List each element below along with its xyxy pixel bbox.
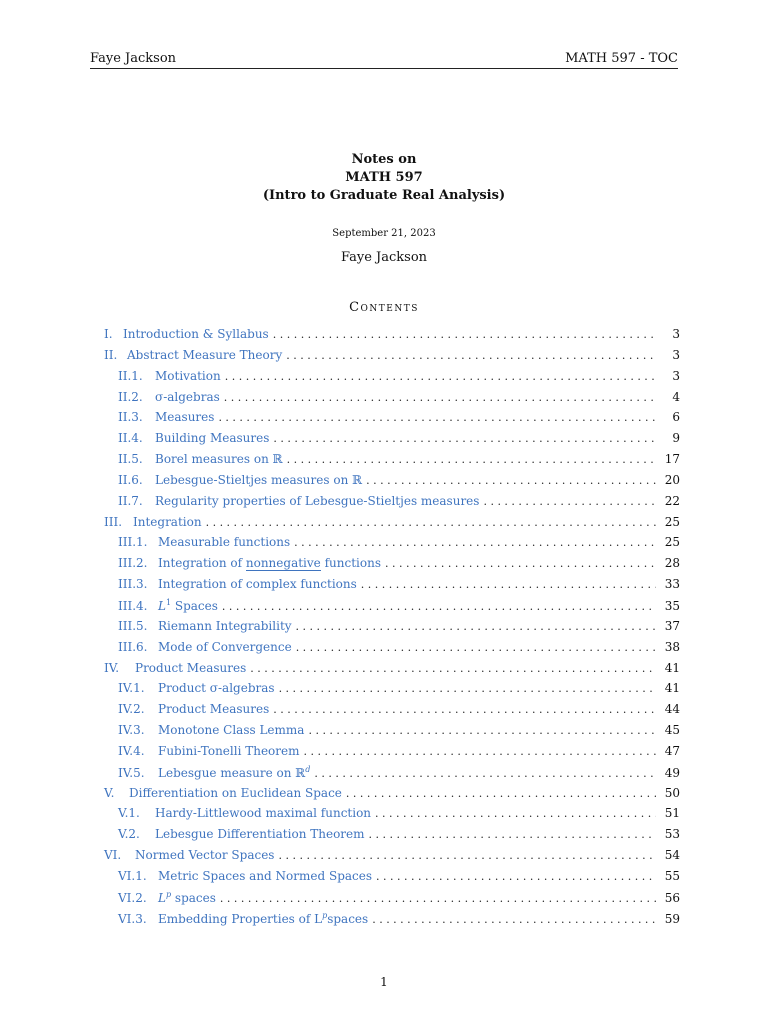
toc-number: IV.3. [118,723,145,738]
toc-label[interactable]: Motivation [155,368,221,383]
toc-number: II.3. [118,410,143,425]
toc-number: IV.5. [118,765,145,780]
toc-entry[interactable] [104,390,680,411]
toc-entry[interactable] [104,786,680,807]
header-course: MATH 597 - TOC [565,51,678,66]
toc-page: 20 [664,472,680,487]
toc-leader [273,328,656,341]
toc-leader [308,724,656,737]
toc-number: IV. [104,660,120,675]
toc-label-sup: p [165,889,172,899]
toc-entry[interactable] [104,723,680,744]
toc-page: 54 [664,848,680,863]
toc-leader [346,787,656,800]
title-line-3: (Intro to Graduate Real Analysis) [262,188,506,203]
toc-label-part: Spaces [171,598,218,613]
toc-label[interactable]: Normed Vector Spaces [135,848,275,863]
toc-number: III.6. [118,639,148,654]
toc-leader [294,536,656,549]
toc-number: III.3. [118,577,148,592]
toc-number: VI.1. [118,868,147,883]
toc-leader [278,849,656,862]
toc-label[interactable]: Product σ-algebras [158,681,275,696]
toc-leader [369,828,656,841]
toc-page: 25 [664,535,680,550]
toc-page: 41 [664,681,680,696]
toc-entry[interactable] [104,681,680,702]
toc-label[interactable]: Differentiation on Euclidean Space [129,785,342,800]
toc-number: III. [104,514,123,529]
toc-entry[interactable] [104,911,680,932]
toc-label[interactable] [158,598,218,613]
toc-label[interactable]: Building Measures [155,431,270,446]
toc-page: 45 [664,723,680,738]
title-line-2: MATH 597 [345,170,423,185]
toc-label-underlined: nonnegative [245,556,321,571]
toc-page: 22 [664,493,680,508]
toc-leader [222,600,656,613]
toc-entry[interactable] [104,452,680,473]
toc-entry[interactable] [104,869,680,890]
toc-label[interactable]: Abstract Measure Theory [127,347,283,362]
toc-label-sup: d [305,764,311,774]
toc-page: 53 [664,827,680,842]
document-date: September 21, 2023 [332,228,436,239]
toc-leader [250,662,656,675]
toc-label[interactable]: Hardy-Littlewood maximal function [155,806,372,821]
toc-number: IV.2. [118,702,145,717]
title-line-1: Notes on [351,152,417,167]
toc-entry[interactable] [104,535,680,556]
toc-page: 3 [672,368,680,383]
header-author: Faye Jackson [90,51,177,66]
toc-label-math: L [158,890,166,905]
toc-leader [296,641,656,654]
document-author: Faye Jackson [340,250,428,265]
document-title [0,151,768,205]
toc-label[interactable]: Measurable functions [158,535,291,550]
toc-label[interactable]: Integration [133,514,202,529]
toc-label[interactable]: Fubini-Tonelli Theorem [158,743,300,758]
toc-page: 56 [664,890,680,905]
toc-number: V.2. [118,827,140,842]
toc-leader [220,892,656,905]
toc-leader [304,745,657,758]
toc-leader [372,913,656,926]
toc-page: 35 [664,598,680,613]
toc-entry[interactable] [104,848,680,869]
toc-entry[interactable] [104,327,680,348]
toc-page: 41 [664,660,680,675]
toc-page: 17 [664,452,680,467]
toc-label[interactable]: Product Measures [158,702,270,717]
toc-label-part: spaces [327,911,369,926]
toc-leader [376,870,656,883]
toc-number: III.5. [118,618,148,633]
toc-number: II. [104,347,118,362]
toc-page: 6 [672,410,680,425]
toc-number: IV.1. [118,681,145,696]
toc-number: II.1. [118,368,143,383]
toc-label-sup: p [322,910,328,920]
toc-label[interactable]: Product Measures [135,660,247,675]
toc-leader [375,807,656,820]
toc-number: V. [104,785,115,800]
toc-leader [206,516,656,529]
toc-entry[interactable] [104,598,680,619]
toc-number: II.7. [118,493,143,508]
toc-number: II.2. [118,389,143,404]
toc-entry[interactable] [104,369,680,390]
toc-page: 25 [664,514,680,529]
toc-page: 37 [664,618,680,633]
toc-label-part: Integration of [158,556,246,571]
toc-number: III.2. [118,556,148,571]
toc-label-math: L [158,598,166,613]
toc-entry[interactable] [104,410,680,431]
table-of-contents [104,327,680,931]
toc-number: VI.2. [118,890,147,905]
toc-number: II.4. [118,431,143,446]
toc-label-part: spaces [171,890,216,905]
toc-label[interactable] [158,765,310,780]
toc-entry[interactable] [104,556,680,577]
toc-entry[interactable] [104,431,680,452]
toc-entry[interactable] [104,515,680,536]
toc-label[interactable]: Riemann Integrability [158,618,292,633]
toc-label[interactable]: Lebesgue-Stieltjes measures on ℝ [155,472,363,487]
toc-entry[interactable] [104,348,680,369]
toc-label[interactable]: Mode of Convergence [158,639,292,654]
toc-number: III.1. [118,535,148,550]
toc-number: V.1. [118,806,140,821]
toc-page: 3 [672,347,680,362]
toc-entry[interactable] [104,619,680,640]
toc-label-part: functions [320,556,381,571]
toc-leader [218,411,656,424]
toc-leader [279,682,656,695]
toc-label-sup: 1 [165,597,172,607]
toc-page: 55 [664,868,680,883]
toc-label-part: Lebesgue measure on ℝ [158,765,306,780]
toc-leader [314,767,656,780]
toc-leader [483,495,656,508]
toc-label[interactable]: Monotone Class Lemma [158,723,305,738]
toc-page: 44 [664,702,680,717]
toc-number: II.6. [118,472,143,487]
toc-number: III.4. [118,598,148,613]
toc-number: I. [104,327,113,341]
toc-leader [273,432,656,445]
toc-entry[interactable] [104,661,680,682]
toc-page: 33 [664,577,680,592]
page-number: 1 [380,975,388,989]
toc-number: II.5. [118,452,143,467]
toc-page: 50 [664,785,680,800]
page-header [90,50,678,69]
toc-number: VI. [104,848,122,863]
toc-leader [224,391,656,404]
toc-label[interactable]: Metric Spaces and Normed Spaces [158,868,373,883]
toc-leader [361,578,656,591]
toc-leader [225,370,656,383]
contents-heading: Contents [349,300,419,315]
toc-leader [286,349,656,362]
toc-label[interactable]: Borel measures on ℝ [155,452,283,467]
toc-label[interactable]: Introduction & Syllabus [123,327,269,341]
toc-label-part: Embedding Properties of L [158,911,323,926]
toc-label[interactable]: Measures [155,410,215,425]
toc-page: 59 [664,911,680,926]
toc-leader [273,703,656,716]
toc-label[interactable]: Integration of complex functions [158,577,357,592]
toc-leader [296,620,656,633]
toc-label[interactable]: σ-algebras [155,389,220,404]
toc-page: 49 [664,765,680,780]
toc-label[interactable] [158,890,216,905]
toc-entry[interactable] [104,640,680,661]
toc-entry[interactable] [104,765,680,786]
toc-entry[interactable] [104,577,680,598]
toc-entry[interactable] [104,494,680,515]
toc-leader [287,453,656,466]
toc-entry[interactable] [104,890,680,911]
toc-number: IV.4. [118,743,145,758]
toc-label[interactable]: Lebesgue Differentiation Theorem [155,827,365,842]
toc-page: 47 [664,743,680,758]
toc-number: VI.3. [118,911,147,926]
toc-page: 38 [664,639,680,654]
toc-entry[interactable] [104,806,680,827]
toc-page: 3 [672,327,680,341]
toc-page: 28 [664,556,680,571]
toc-page: 4 [672,389,680,404]
toc-entry[interactable] [104,702,680,723]
toc-entry[interactable] [104,473,680,494]
toc-page: 9 [672,431,680,446]
toc-page: 51 [664,806,680,821]
toc-leader [366,474,656,487]
toc-label[interactable]: Regularity properties of Lebesgue-Stieltjes measures [155,493,480,508]
toc-label[interactable] [158,911,368,926]
toc-label[interactable] [158,556,381,570]
toc-entry[interactable] [104,827,680,848]
toc-entry[interactable] [104,744,680,765]
toc-leader [385,557,656,570]
